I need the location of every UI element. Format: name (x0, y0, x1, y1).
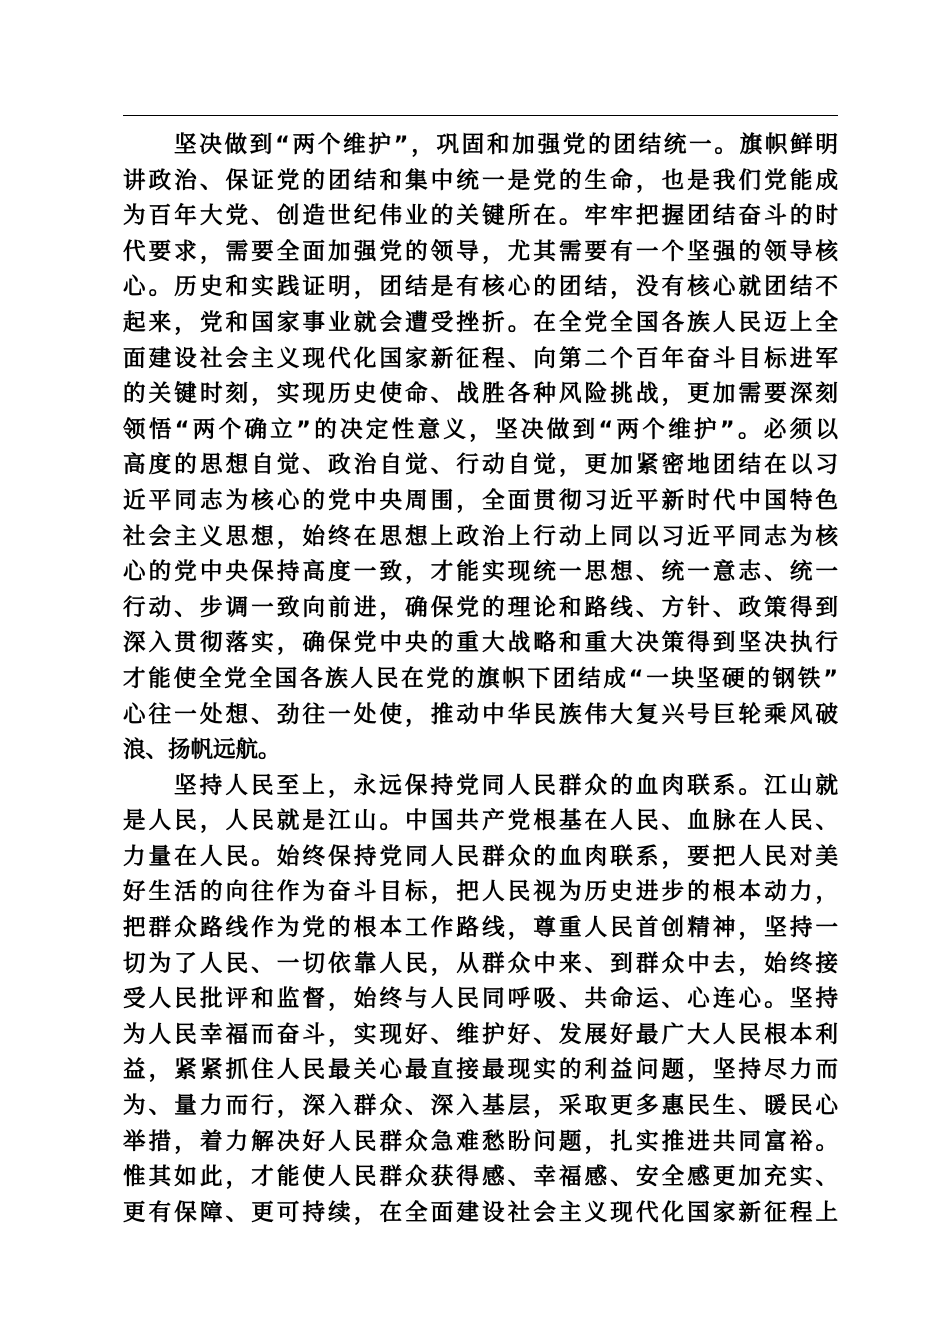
text-line: 起来，党和国家事业就会遭受挫折。在全党全国各族人民迈上全 (123, 309, 838, 336)
text-line: 举措，着力解决好人民群众急难愁盼问题，扎实推进共同富裕。 (123, 1128, 838, 1155)
text-line: 才能使全党全国各族人民在党的旗帜下团结成“一块坚硬的钢铁” (123, 665, 838, 692)
text-line: 心的党中央保持高度一致，才能实现统一思想、统一意志、统一 (123, 559, 838, 586)
text-line: 高度的思想自觉、政治自觉、行动自觉，更加紧密地团结在以习 (123, 452, 838, 479)
text-line: 受人民批评和监督，始终与人民同呼吸、共命运、心连心。坚持 (123, 986, 838, 1013)
text-line: 为百年大党、创造世纪伟业的关键所在。牢牢把握团结奋斗的时 (123, 203, 838, 230)
text-line: 近平同志为核心的党中央周围，全面贯彻习近平新时代中国特色 (123, 487, 838, 514)
text-line: 社会主义思想，始终在思想上政治上行动上同以习近平同志为核 (123, 523, 838, 550)
text-line: 深入贯彻落实，确保党中央的重大战略和重大决策得到坚决执行 (123, 630, 838, 657)
text-line: 的关键时刻，实现历史使命、战胜各种风险挑战，更加需要深刻 (123, 381, 838, 408)
header-rule (123, 115, 838, 116)
text-line: 面建设社会主义现代化国家新征程、向第二个百年奋斗目标进军 (123, 345, 838, 372)
text-line: 切为了人民、一切依靠人民，从群众中来、到群众中去，始终接 (123, 950, 838, 977)
text-line: 讲政治、保证党的团结和集中统一是党的生命，也是我们党能成 (123, 167, 838, 194)
document-body (123, 128, 838, 1231)
text-line: 浪、扬帆远航。 (123, 737, 281, 764)
text-line: 好生活的向往作为奋斗目标，把人民视为历史进步的根本动力， (123, 879, 838, 906)
text-line: 为、量力而行，深入群众、深入基层，采取更多惠民生、暖民心 (123, 1093, 838, 1120)
text-line: 坚决做到“两个维护”，巩固和加强党的团结统一。旗帜鲜明 (174, 132, 838, 158)
text-line: 领悟“两个确立”的决定性意义，坚决做到“两个维护”。必须以 (123, 416, 838, 443)
text-line: 益，紧紧抓住人民最关心最直接最现实的利益问题，坚持尽力而 (123, 1057, 838, 1084)
text-line: 惟其如此，才能使人民群众获得感、幸福感、安全感更加充实、 (123, 1164, 838, 1191)
text-line: 是人民，人民就是江山。中国共产党根基在人民、血脉在人民、 (123, 808, 838, 835)
text-line: 行动、步调一致向前进，确保党的理论和路线、方针、政策得到 (123, 594, 838, 621)
text-line: 心往一处想、劲往一处使，推动中华民族伟大复兴号巨轮乘风破 (123, 701, 838, 728)
text-line: 为人民幸福而奋斗，实现好、维护好、发展好最广大人民根本利 (123, 1021, 838, 1048)
text-line: 心。历史和实践证明，团结是有核心的团结，没有核心就团结不 (123, 274, 838, 301)
paragraph-unity (123, 128, 838, 769)
text-line: 更有保障、更可持续，在全面建设社会主义现代化国家新征程上 (123, 1199, 838, 1226)
text-line: 把群众路线作为党的根本工作路线，尊重人民首创精神，坚持一 (123, 915, 838, 942)
text-line: 代要求，需要全面加强党的领导，尤其需要有一个坚强的领导核 (123, 238, 838, 265)
paragraph-people (123, 769, 838, 1232)
text-line: 坚持人民至上，永远保持党同人民群众的血肉联系。江山就 (174, 772, 838, 799)
text-line: 力量在人民。始终保持党同人民群众的血肉联系，要把人民对美 (123, 843, 838, 870)
